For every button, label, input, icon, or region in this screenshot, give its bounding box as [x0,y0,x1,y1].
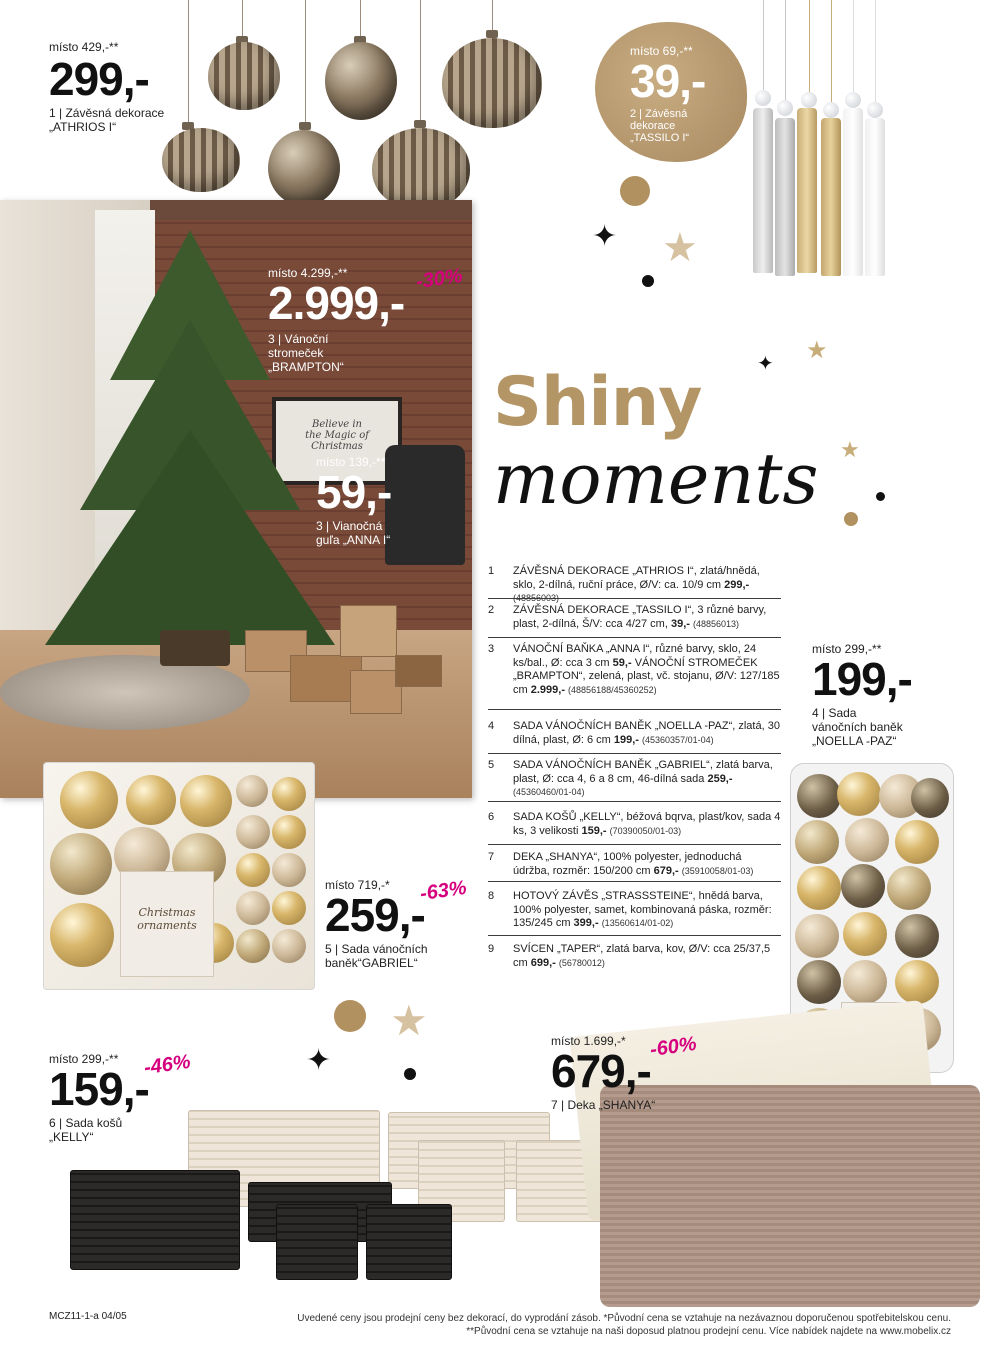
old-price: místo 299,-** [49,1052,119,1066]
old-price: místo 139,-** [316,455,386,469]
old-price: místo 1.699,-* [551,1034,626,1048]
price: 199,- [812,653,912,705]
caption: 6 | Sada košů [49,1116,123,1130]
frame-text: Believe in [312,419,362,430]
discount-badge: -60% [648,1032,698,1062]
spec-item: 4 SADA VÁNOČNÍCH BANĚK „NOELLA -PAZ“, zlatá, 30 dílná, plast, Ø: 6 cm 199,- (45360357/01-04) [488,720,781,754]
old-price: místo 719,-* [325,878,390,892]
caption: 2 | Závěsná [630,108,688,120]
price: 259,- [325,889,425,941]
star-icon: ✦ [592,219,618,254]
caption: „BRAMPTON“ [268,360,344,374]
caption: „ATHRIOS I“ [49,120,117,134]
spec-item: 1 ZÁVĚSNÁ DEKORACE „ATHRIOS I“, zlatá/hnědá, sklo, 2-dílná, ruční práce, Ø/V: ca. 10/9 cm 299,- (48856003) [488,565,781,599]
price-block-athrios [49,40,164,134]
caption: 5 | Sada vánočních [325,942,428,956]
caption: 7 | Deka „SHANYA“ [551,1098,656,1112]
old-price: místo 4.299,-** [268,266,348,280]
discount-badge: -46% [142,1050,192,1080]
caption: dekorace [630,120,676,132]
black-dot [404,1068,416,1080]
price: 59,- [316,466,392,518]
blanket-image [600,1085,980,1307]
price: 299,- [49,53,149,105]
price: 159,- [49,1063,149,1115]
caption: guľa „ANNA I“ [316,533,391,547]
caption: 1 | Závěsná dekorace [49,106,165,120]
old-price: místo 299,-** [812,642,882,656]
caption: stromeček [268,346,324,360]
price: 679,- [551,1045,651,1097]
price-block-gabriel [325,878,428,970]
headline-shiny: Shiny [493,363,702,442]
discount-badge: -30% [414,264,464,294]
star-icon: ✦ [306,1043,332,1078]
footer-note: Uvedené ceny jsou prodejní ceny bez dekorací, do vyprodání zásob. *Původní cena se vztahuje na nezávaznou doporučenou spotřebitelskou cenu. [297,1313,951,1324]
ornaments-image [150,0,550,210]
frame-text: the Magic of [305,430,369,441]
gold-dot [334,1000,366,1032]
spec-item: 9 SVÍCEN „TAPER“, zlatá barva, kov, Ø/V: cca 25/37,5 cm 699,- (56780012) [488,943,771,969]
footer-code: MCZ11-1-a 04/05 [49,1311,127,1322]
star-icon: ★ [806,336,828,364]
spec-item: 2 ZÁVĚSNÁ DEKORACE „TASSILO I“, 3 různé barvy, plast, 2-dílná, Š/V: cca 4/27 cm, 39,- (48856013) [488,604,781,638]
baskets-image [68,1100,608,1305]
ornament-box-image [43,762,315,990]
price: 2.999,- [268,277,405,329]
price-block-shanya [551,1034,655,1112]
old-price: místo 429,-** [49,40,119,54]
frame-text: Christmas [311,441,363,452]
price-block-brampton [268,266,404,374]
caption: „NOELLA -PAZ“ [812,734,897,748]
spec-item: 7 DEKA „SHANYA“, 100% polyester, jednoduchá údržba, rozměr: 150/200 cm 679,- (35910058/01-03) [488,851,781,882]
black-dot [876,492,885,501]
tassels-image [745,0,905,280]
black-dot [642,275,654,287]
price: 39,- [630,55,706,107]
caption: „KELLY“ [49,1130,94,1144]
spec-item: 6 SADA KOŠŮ „KELLY“, béžová bqrva, plast/kov, sada 4 ks, 3 velikosti 159,- (70390050/01-03) [488,811,781,845]
box-label: Christmas ornaments [120,871,214,977]
price-block-noella [812,642,912,748]
price-block-anna [316,455,391,547]
star-icon: ★ [390,996,428,1045]
gold-dot [620,176,650,206]
caption: „TASSILO I“ [630,132,690,144]
old-price: místo 69,-** [630,44,693,58]
spec-item: 5 SADA VÁNOČNÍCH BANĚK „GABRIEL“, zlatá barva, plast, Ø: cca 4, 6 a 8 cm, 46-dílná sada 259,- (45360460/01-04) [488,759,781,802]
spec-item: 3 VÁNOČNÍ BAŇKA „ANNA I“, různé barvy, sklo, 24 ks/bal., Ø: cca 3 cm 59,- VÁNOČNÍ STROMEČEK „BRAMPTON“, zelená, plast, vč. stojanu, Ø/V: 127/185 cm 2.999,- (48856188/45360252) [488,643,781,710]
gold-dot [844,512,858,526]
caption: 3 | Vánoční [268,332,329,346]
footer-note: **Původní cena se vztahuje na naši doposud platnou prodejní cenu. Více nabídek najdete na www.mobelix.cz [466,1326,951,1337]
footer-notes [251,1312,951,1338]
star-icon: ★ [662,225,698,271]
caption: vánočních baněk [812,720,903,734]
spec-item: 8 HOTOVÝ ZÁVĚS „STRASSSTEINE“, hnědá barva, 100% polyester, samet, kombinovaná páska, rozměr: 135/245 cm 399,- (13560614/01-02) [488,890,781,936]
star-icon: ★ [840,438,860,463]
star-icon: ✦ [757,351,774,375]
caption: baněk“GABRIEL“ [325,956,418,970]
caption: 4 | Sada [812,706,857,720]
caption: 3 | Vianočná [316,519,383,533]
discount-badge: -63% [418,876,468,906]
price-block-tassilo [630,44,705,144]
headline-moments: moments [493,438,819,520]
